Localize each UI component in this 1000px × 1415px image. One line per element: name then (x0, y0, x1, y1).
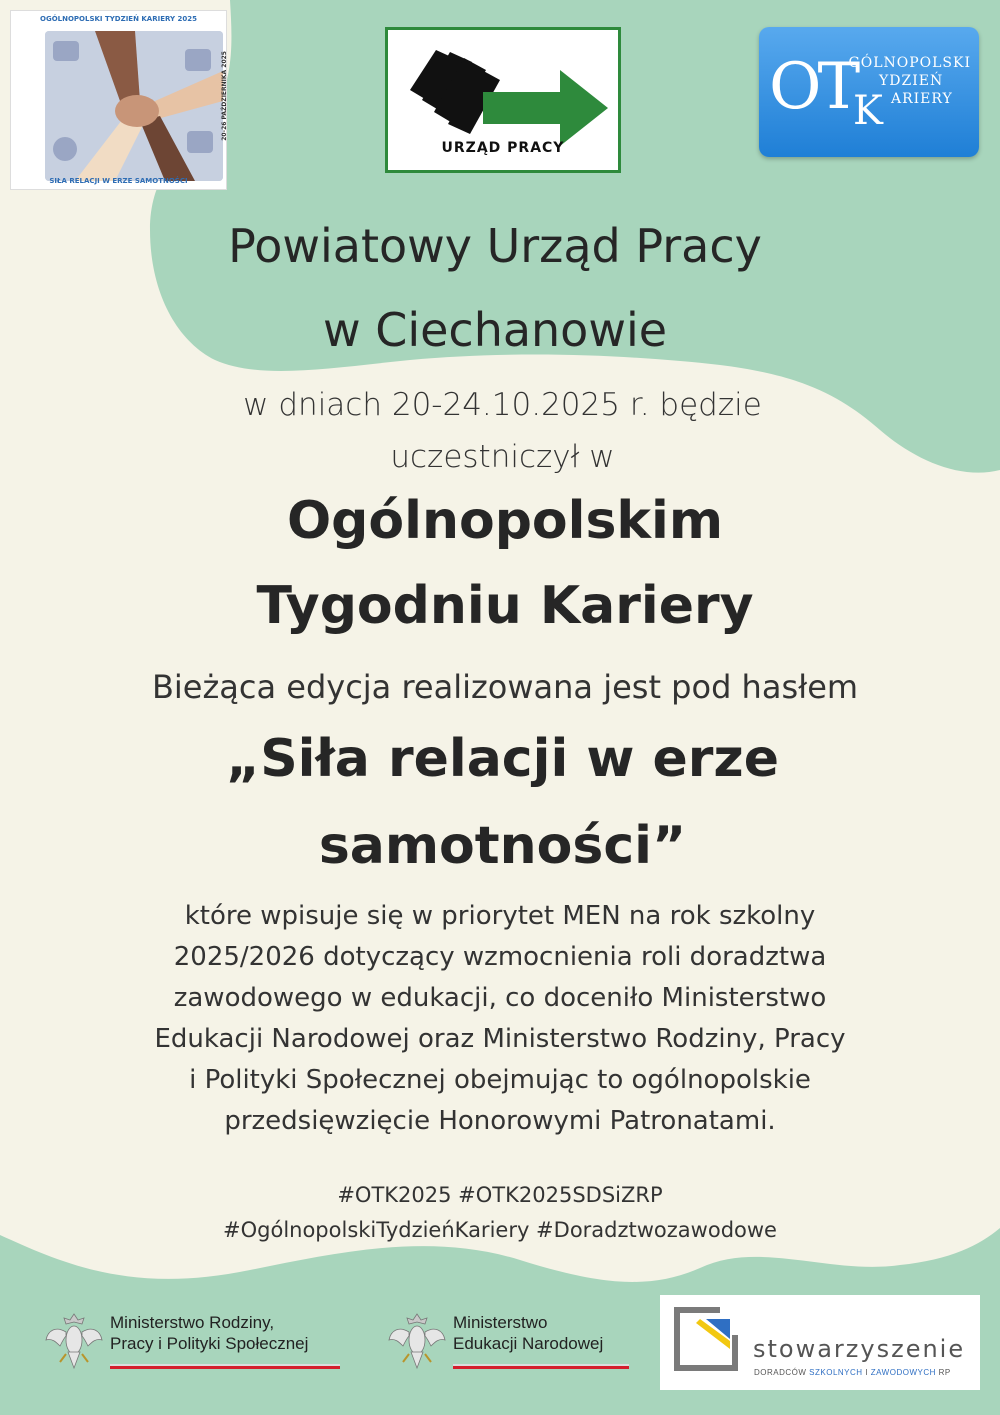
ministry-2-line-2: Edukacji Narodowej (453, 1334, 604, 1353)
otk-k-letter: K (853, 88, 883, 134)
otk-line-2: YDZIEŃ (879, 73, 944, 89)
association-name: stowarzyszenie (753, 1335, 966, 1363)
ministry-education-logo (387, 1310, 647, 1380)
slogan-intro: Bieżąca edycja realizowana jest pod hasłem (151, 668, 859, 706)
thumbnail-top-text: OGÓLNOPOLSKI TYDZIEŃ KARIERY 2025 (40, 15, 197, 23)
description-line: i Polityki Społecznej obejmując to ogólnopolskie (189, 1065, 811, 1095)
ministry-2-name (453, 1312, 603, 1354)
green-arrow-icon (483, 70, 608, 146)
dates-line: w dniach 20-24.10.2025 r. będzie (243, 387, 762, 423)
description-line: 2025/2026 dotyczący wzmocnienia roli doradztwa (173, 942, 827, 972)
ministry-1-line-1: Ministerstwo Rodziny, (110, 1313, 275, 1332)
sub-part-highlight: ZAWODOWYCH (870, 1368, 936, 1377)
polish-flag-stripe (453, 1364, 629, 1369)
slogan-line-2: samotności” (318, 816, 687, 876)
description-line: Edukacji Narodowej oraz Ministerstwo Rodziny, Pracy (154, 1024, 846, 1054)
event-name-line-2: Tygodniu Kariery (256, 576, 754, 636)
slogan-line-1: „Siła relacji w erze (226, 729, 779, 789)
ministry-family-labour-logo (44, 1310, 354, 1380)
ministry-1-line-2: Pracy i Polityki Społecznej (110, 1334, 309, 1353)
description-line: zawodowego w edukacji, co doceniło Ministerstwo (173, 983, 827, 1013)
sub-part: RP (935, 1368, 951, 1377)
urzad-pracy-logo (385, 27, 621, 173)
sub-part-highlight: SZKOLNYCH (809, 1368, 863, 1377)
sdz-frame-icon (660, 1295, 750, 1390)
polish-flag-stripe (110, 1364, 340, 1369)
polish-eagle-icon (387, 1310, 447, 1372)
sub-part: DORADCÓW (754, 1368, 810, 1377)
participation-line: uczestniczył w (390, 439, 615, 475)
campaign-poster-thumbnail (10, 10, 227, 190)
otk-line-3: ARIERY (891, 91, 953, 107)
stowarzyszenie-logo (660, 1295, 980, 1390)
polish-eagle-icon (44, 1310, 104, 1372)
otk-monogram: OT (769, 50, 857, 124)
thumbnail-date-text: 20-26 PAŹDZIERNIKA 2025 (221, 51, 228, 141)
joined-hands-illustration (45, 31, 223, 181)
urzad-pracy-label: URZĄD PRACY (441, 140, 565, 156)
description-line: które wpisuje się w priorytet MEN na rok szkolny (184, 901, 816, 931)
office-title-line-1: Powiatowy Urząd Pracy (228, 219, 762, 273)
ministry-2-line-1: Ministerstwo (453, 1313, 548, 1332)
description-paragraph (95, 896, 905, 1142)
otk-logo (759, 27, 979, 157)
event-name-line-1: Ogólnopolskim (286, 491, 724, 551)
hashtags-line-1: #OTK2025 #OTK2025SDSiZRP (337, 1183, 663, 1207)
sub-part: I (862, 1368, 871, 1377)
description-line: przedsięwzięcie Honorowymi Patronatami. (224, 1106, 776, 1136)
association-subtitle (754, 1368, 951, 1377)
otk-line-1: GÓLNOPOLSKI (848, 55, 971, 71)
office-title-line-2: w Ciechanowie (322, 303, 668, 357)
hashtags-line-2: #OgólnopolskiTydzieńKariery #Doradztwozawodowe (223, 1218, 777, 1242)
thumbnail-bottom-text: SIŁA RELACJI W ERZE SAMOTNOŚCI (49, 177, 188, 185)
ministry-1-name (110, 1312, 308, 1354)
